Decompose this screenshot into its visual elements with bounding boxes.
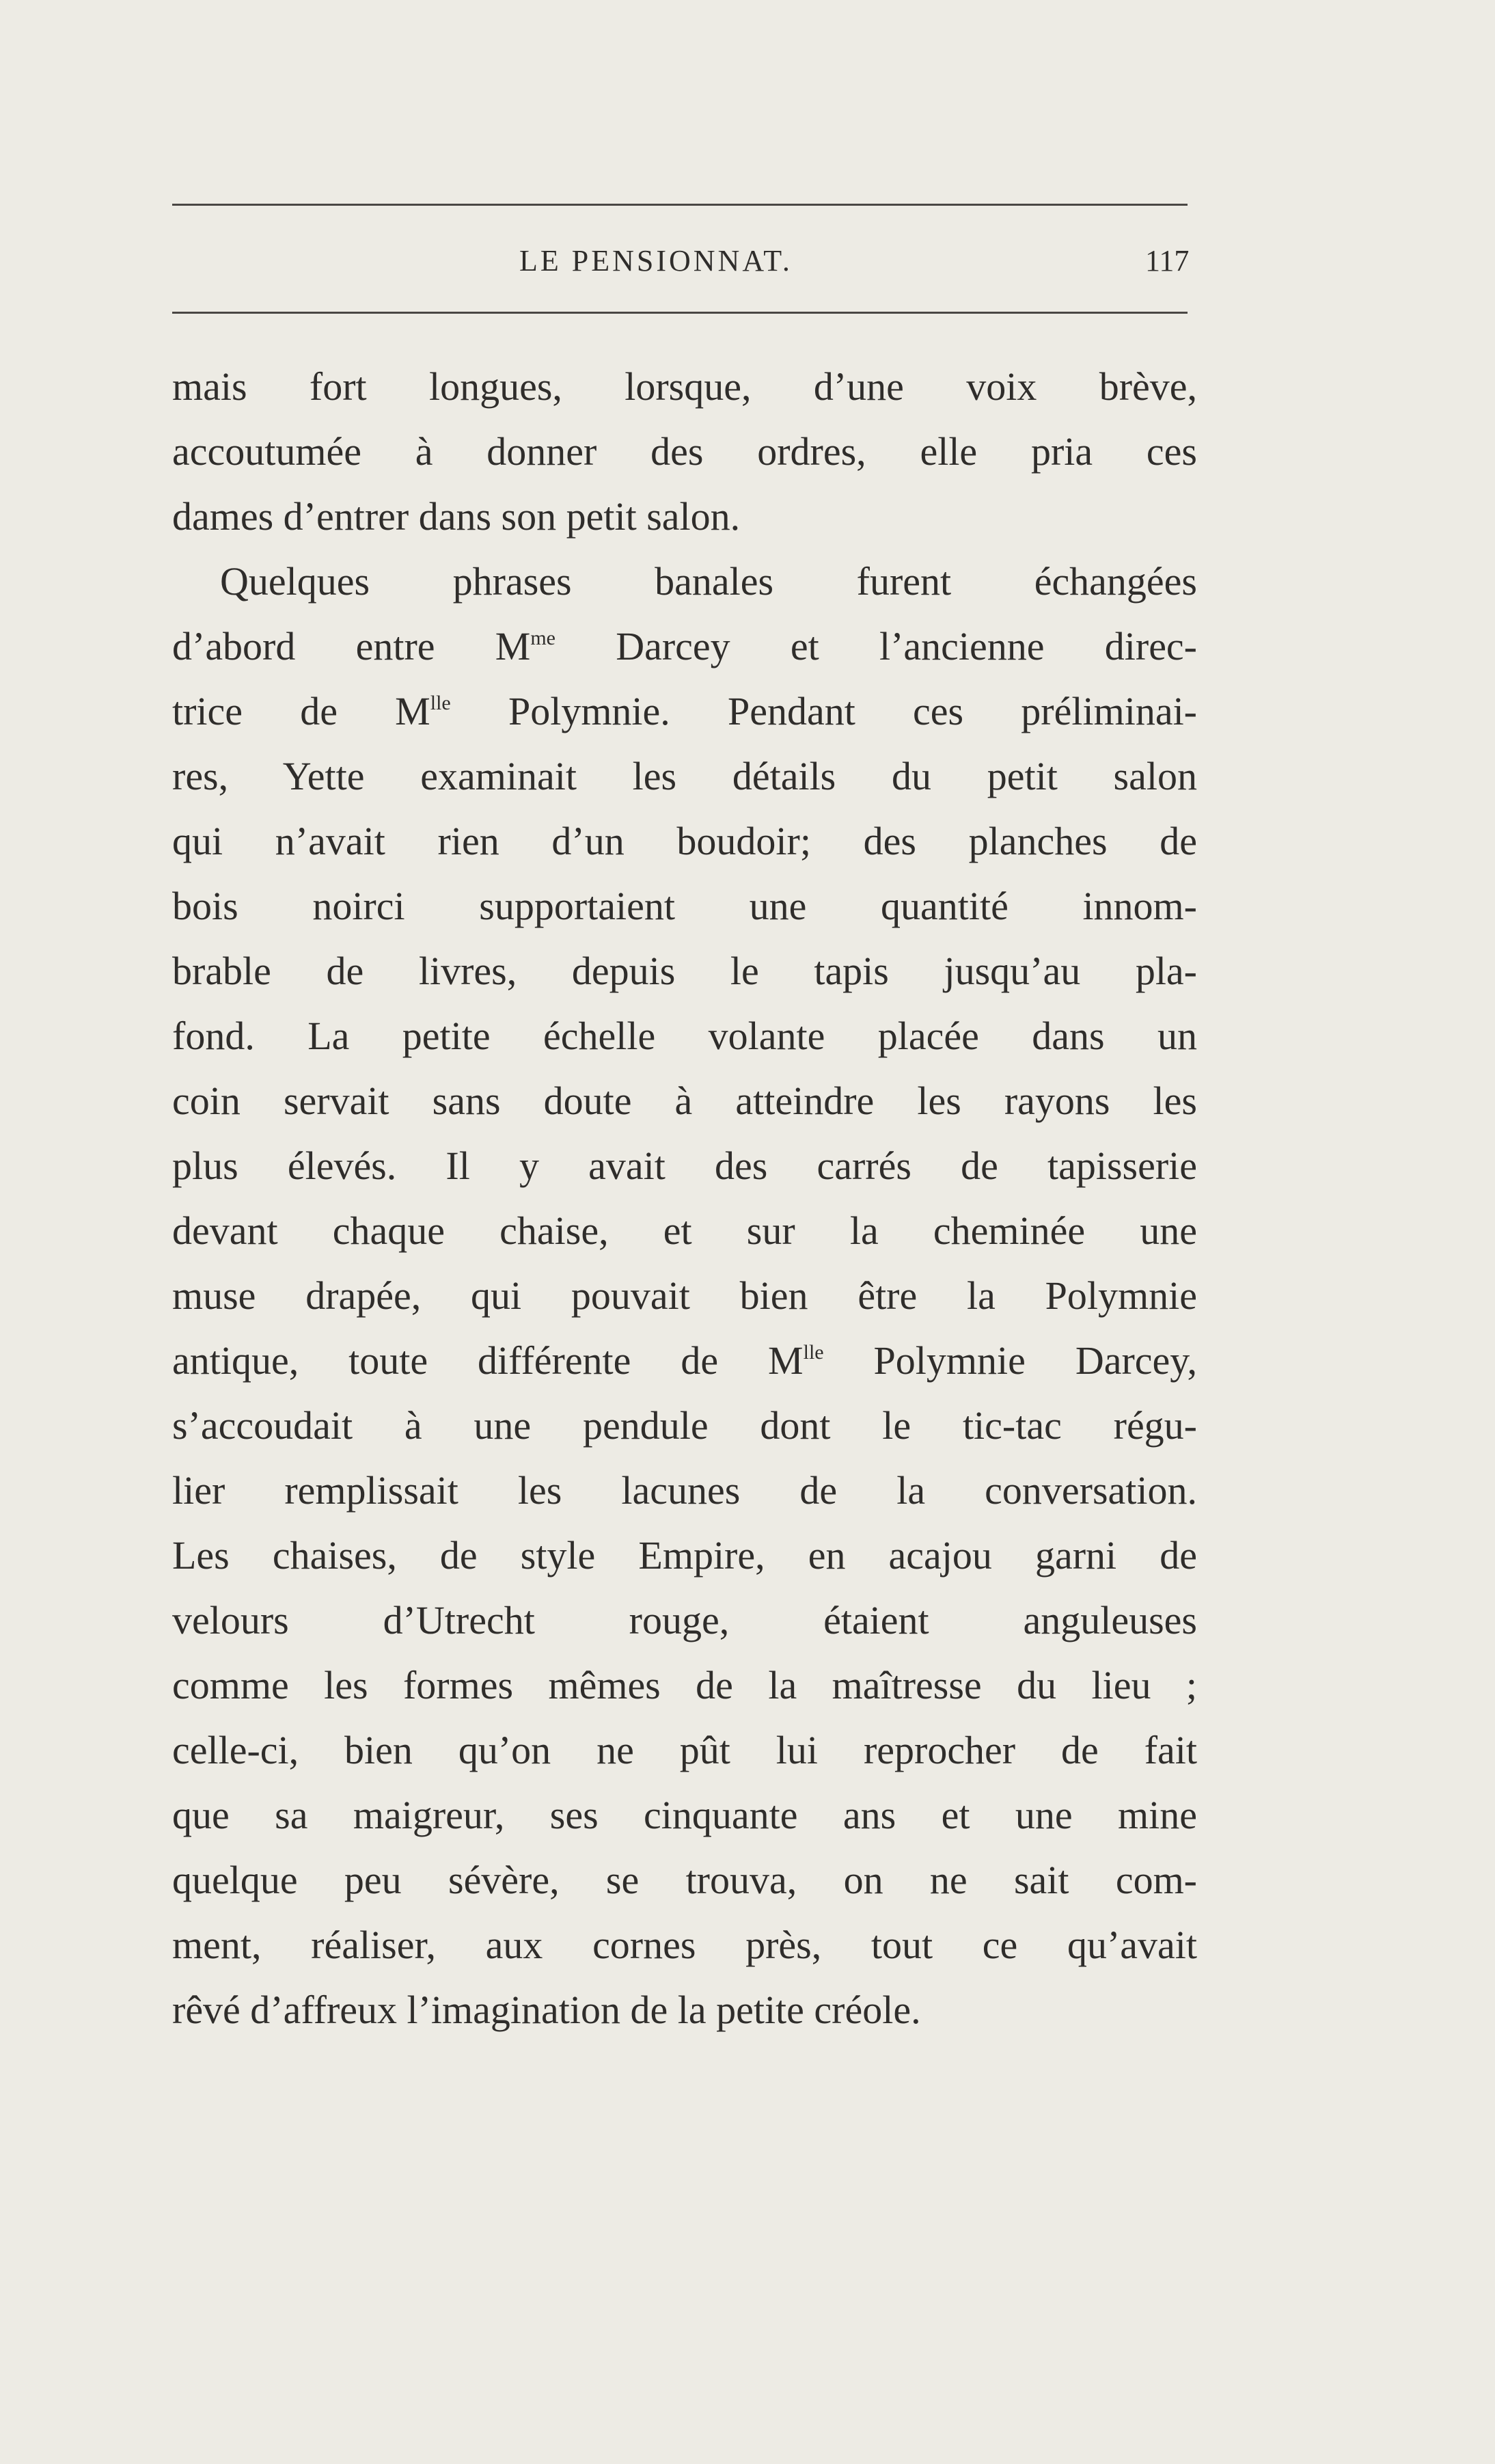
text-line: s’accoudait à une pendule dont le tic-tac régu-: [172, 1403, 1197, 1448]
text-line: dames d’entrer dans son petit salon.: [172, 494, 741, 539]
text-line: Quelques phrases banales furent échangées: [220, 559, 1197, 604]
text-line: mais fort longues, lorsque, d’une voix brève,: [172, 364, 1197, 409]
header-top-rule: [172, 204, 1188, 206]
text-line: [172, 1328, 1197, 1393]
text-line: res, Yette examinait les détails du petit salon: [172, 754, 1197, 798]
text-line: rêvé d’affreux l’imagination de la petite créole.: [172, 1988, 921, 2032]
text-line: comme les formes mêmes de la maîtresse du lieu ;: [172, 1663, 1197, 1707]
text-fragment: Darcey et l’ancienne direc-: [556, 624, 1197, 668]
text-line: que sa maigreur, ses cinquante ans et une mine: [172, 1793, 1197, 1837]
text-line: [172, 679, 1197, 744]
text-line: muse drapée, qui pouvait bien être la Polymnie: [172, 1273, 1197, 1318]
page-number: 117: [1145, 244, 1190, 277]
text-line: accoutumée à donner des ordres, elle pria ces: [172, 429, 1197, 474]
text-fragment: Polymnie Darcey,: [823, 1338, 1197, 1383]
text-line: qui n’avait rien d’un boudoir; des planches de: [172, 819, 1197, 863]
text-line: devant chaque chaise, et sur la cheminée une: [172, 1208, 1197, 1253]
text-line: fond. La petite échelle volante placée dans un: [172, 1014, 1197, 1058]
text-line: ment, réaliser, aux cornes près, tout ce qu’avait: [172, 1923, 1197, 1967]
text-line: brable de livres, depuis le tapis jusqu’au pla-: [172, 949, 1197, 993]
text-line: coin servait sans doute à atteindre les rayons les: [172, 1079, 1197, 1123]
superscript-abbreviation: lle: [803, 1341, 824, 1364]
header-bottom-rule: [172, 312, 1188, 314]
superscript-abbreviation: lle: [430, 692, 451, 714]
text-fragment: Polymnie. Pendant ces préliminai-: [450, 689, 1197, 733]
text-line: celle-ci, bien qu’on ne pût lui reprocher de fait: [172, 1728, 1197, 1772]
text-line: [172, 614, 1197, 679]
text-fragment: trice de M: [172, 689, 430, 733]
body-text: [172, 354, 1197, 2042]
text-line: Les chaises, de style Empire, en acajou garni de: [172, 1533, 1197, 1578]
text-line: lier remplissait les lacunes de la conversation.: [172, 1468, 1197, 1513]
text-line: quelque peu sévère, se trouva, on ne sait com-: [172, 1858, 1197, 1902]
text-fragment: d’abord entre M: [172, 624, 531, 668]
text-line: bois noirci supportaient une quantité innom-: [172, 884, 1197, 928]
superscript-abbreviation: me: [530, 627, 556, 649]
running-title: LE PENSIONNAT.: [519, 244, 793, 277]
text-line: velours d’Utrecht rouge, étaient anguleuses: [172, 1598, 1197, 1642]
text-fragment: antique, toute différente de M: [172, 1338, 804, 1383]
text-line: plus élevés. Il y avait des carrés de tapisserie: [172, 1143, 1197, 1188]
